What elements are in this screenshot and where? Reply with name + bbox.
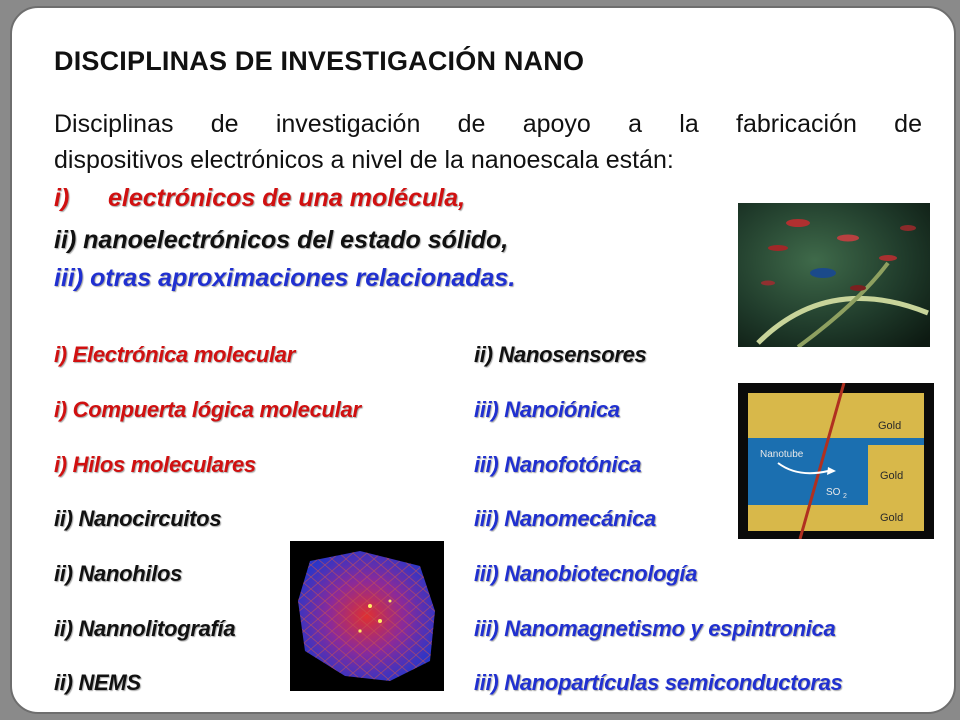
intro-line-2: dispositivos electrónicos a nivel de la nanoescala están: [54, 146, 674, 174]
list-item-left-7: ii) NEMS [54, 670, 141, 695]
nanotube-sensor-image [738, 383, 934, 539]
nanotube-label: Nanotube [760, 449, 804, 460]
list-item-left-5: ii) Nanohilos [54, 561, 183, 586]
list-item-right-4: iii) Nanomecánica [474, 506, 656, 531]
gold-label-top: Gold [878, 420, 902, 432]
intro-paragraph [54, 106, 922, 178]
intro-line-1: Disciplinas de investigación de apoyo a la fabricación de [54, 110, 922, 138]
gold-label-bottom: Gold [880, 512, 904, 524]
slide-title: DISCIPLINAS DE INVESTIGACIÓN NANO [54, 46, 585, 76]
list-item-left-6: ii) Nannolitografía [54, 616, 236, 641]
approach-1-text: electrónicos de una molécula, [108, 184, 466, 212]
cell-network-image [290, 541, 444, 691]
list-item-left-4: ii) Nanocircuitos [54, 506, 222, 531]
fish-photo [738, 203, 930, 347]
approach-item-2: ii) nanoelectrónicos del estado sólido, [54, 226, 509, 254]
list-item-left-1: i) Electrónica molecular [54, 342, 295, 367]
approach-item-3: iii) otras aproximaciones relacionadas. [54, 264, 516, 292]
approach-1-number: i) [54, 184, 70, 212]
svg-text:2: 2 [843, 493, 847, 500]
approach-item-1 [54, 184, 465, 213]
list-item-right-1: ii) Nanosensores [474, 342, 647, 367]
so2-label: SO [826, 487, 841, 498]
gold-label-mid: Gold [880, 470, 904, 482]
list-item-left-3: i) Hilos moleculares [54, 452, 256, 477]
list-item-right-3: iii) Nanofotónica [474, 452, 642, 477]
list-item-right-2: iii) Nanoiónica [474, 397, 620, 422]
list-item-right-5: iii) Nanobiotecnología [474, 561, 698, 586]
list-item-right-6: iii) Nanomagnetismo y espintronica [474, 616, 836, 641]
list-item-right-7: iii) Nanopartículas semiconductoras [474, 670, 843, 695]
list-item-left-2: i) Compuerta lógica molecular [54, 397, 361, 422]
